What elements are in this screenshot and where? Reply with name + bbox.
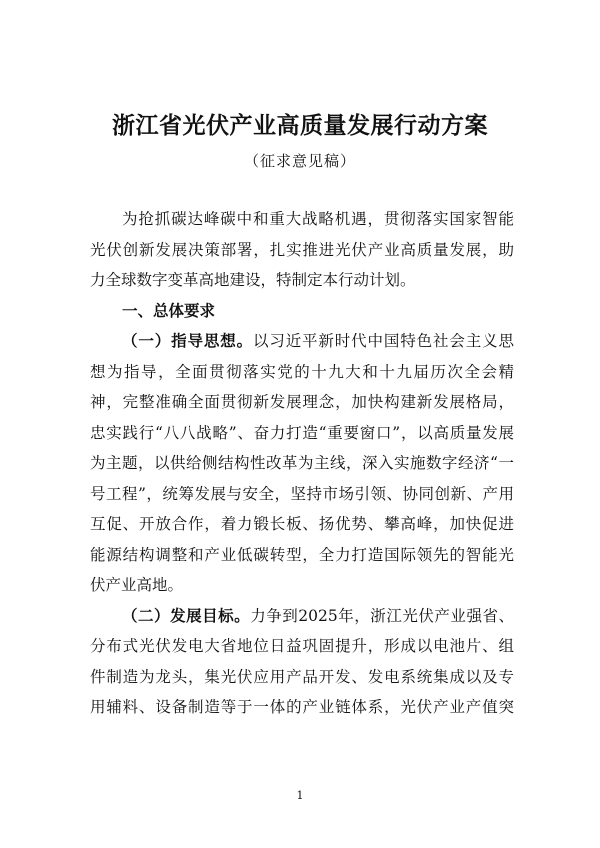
guiding-line: 想为指导，全面贯彻落实党的十九大和十九届历次全会精 (90, 362, 514, 381)
guiding-line: 伏产业高地。 (90, 576, 184, 594)
guiding-first-line (90, 326, 514, 357)
guiding-line: 号工程”，统筹发展与安全，坚持市场引领、协同创新、产用 (90, 484, 514, 503)
goals-first-line (90, 601, 514, 632)
intro-line: 为抢抓碳达峰碳中和重大战略机遇，贯彻落实国家智能 (122, 210, 514, 228)
page-number: 1 (296, 789, 304, 802)
guiding-label: （一）指导思想。 (122, 331, 253, 350)
guiding-line: 忠实践行“八八战略”、奋力打造“重要窗口”，以高质量发展 (90, 423, 514, 442)
document-subtitle: （征求意见稿） (243, 152, 356, 170)
guiding-line: 互促、开放合作，着力锻长板、扬优势、攀高峰，加快促进 (90, 515, 514, 533)
document-title: 浙江省光伏产业高质量发展行动方案 (112, 112, 488, 139)
guiding-line: 神，完整准确全面贯彻新发展理念，加快构建新发展格局， (90, 393, 514, 411)
intro-line: 光伏创新发展决策部署，扎实推进光伏产业高质量发展，助 (90, 240, 514, 259)
goals-line: 分布式光伏发电大省地位日益巩固提升，形成以电池片、组 (90, 637, 514, 655)
guiding-first-line-text: 以习近平新时代中国特色社会主义思 (252, 332, 514, 350)
goals-first-line-text: 力争到2025年，浙江光伏产业强省、 (250, 606, 514, 625)
section-heading: 一、总体要求 (122, 300, 216, 320)
goals-line: 件制造为龙头，集光伏应用产品开发、发电系统集成以及专 (90, 667, 514, 686)
goals-line: 用辅料、设备制造等于一体的产业链体系，光伏产业产值突 (90, 698, 514, 716)
guiding-line: 能源结构调整和产业低碳转型，全力打造国际领先的智能光 (90, 545, 514, 564)
goals-label: （二）发展目标。 (122, 605, 251, 625)
guiding-line: 为主题，以供给侧结构性改革为主线，深入实施数字经济“一 (90, 454, 514, 472)
document-body (90, 204, 514, 723)
intro-line: 力全球数字变革高地建设，特制定本行动计划。 (90, 271, 416, 289)
